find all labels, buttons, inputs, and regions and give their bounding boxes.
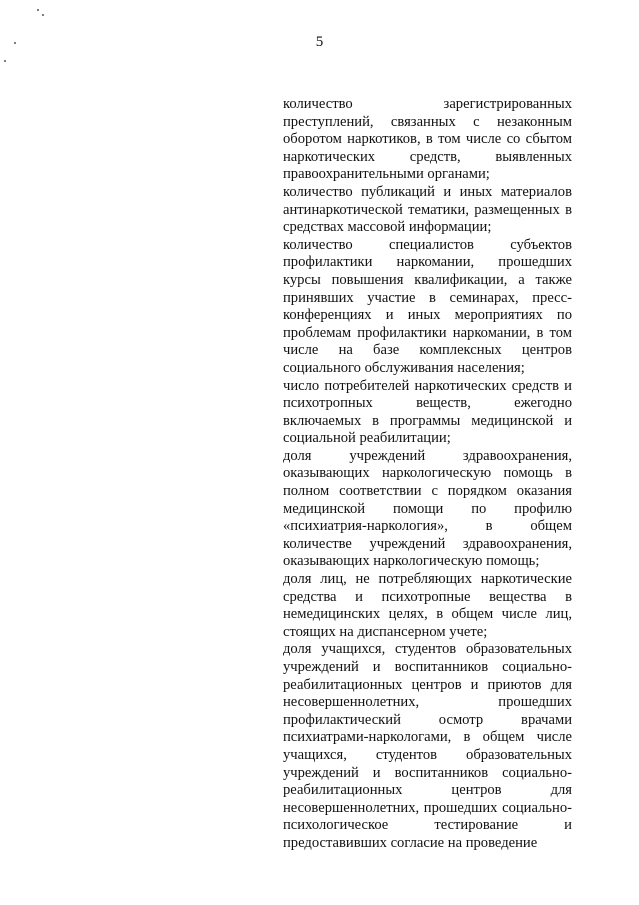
list-item: количество зарегистрированных преступлений, связанных с незаконным оборотом наркотиков, в том числе со сбытом наркотических средств, выявленных правоохранительными органами;	[283, 96, 572, 183]
scan-speck	[4, 60, 6, 62]
scan-speck	[42, 14, 44, 16]
list-item: число потребителей наркотических средств и психотропных веществ, ежегодно включаемых в программы медицинской и социальной реабилитации;	[283, 377, 572, 447]
list-item: количество публикаций и иных материалов антинаркотической тематики, размещенных в средствах массовой информации;	[283, 183, 572, 236]
list-item: доля лиц, не потребляющих наркотические средства и психотропные вещества в немедицинских целях, в общем числе лиц, стоящих на диспансерном учете;	[283, 571, 572, 640]
indicator-list	[283, 96, 572, 853]
list-item: количество специалистов субъектов профилактики наркомании, прошедших курсы повышения квалификации, а также принявших участие в семинарах, пресс-конференциях и иных мероприятиях по проблемам профилактики наркомании, в том числе на базе комплексных центров социального обслуживания населения;	[283, 236, 572, 376]
list-item: доля учреждений здравоохранения, оказывающих наркологическую помощь в полном соответствии с порядком оказания медицинской помощи по профилю «психиатрия-наркология», в общем количестве учреждений здравоохранения, оказывающих наркологическую помощь;	[283, 447, 572, 570]
scan-speck	[37, 9, 39, 11]
list-item: доля учащихся, студентов образовательных учреждений и воспитанников социально-реабилитационных центров и приютов для несовершеннолетних, прошедших профилактический осмотр врачами психиатрами-наркологами, в общем числе учащихся, студентов образовательных учреждений и воспитанников социально-реабилитационных центров для несовершеннолетних, прошедших социально-психологическое тестирование и предоставивших согласие на проведение	[283, 641, 572, 851]
page-number: 5	[315, 34, 324, 50]
